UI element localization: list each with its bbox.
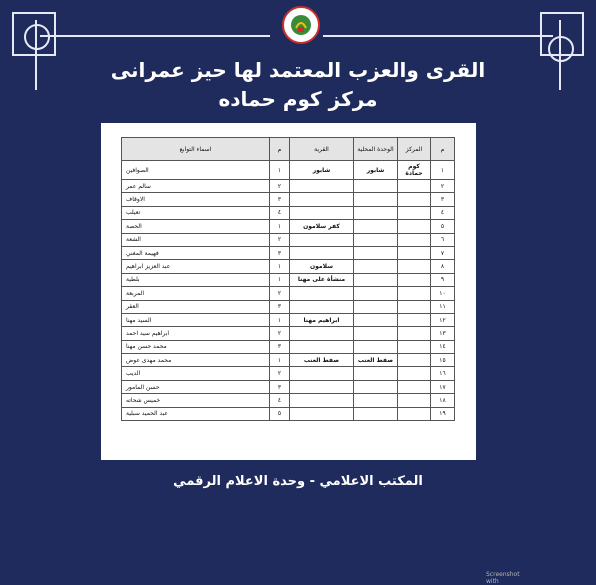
cell-sub-number: ٤ [270, 206, 290, 219]
cell-sub-number: ٣ [270, 193, 290, 206]
cell-markaz [398, 354, 431, 367]
cell-markaz [398, 180, 431, 193]
cell-markaz [398, 407, 431, 420]
cell-local-unit [354, 394, 398, 407]
table-row [122, 161, 455, 180]
cell-number: ١٩ [431, 407, 455, 420]
cell-sub-number: ٤ [270, 394, 290, 407]
cell-village [290, 340, 354, 353]
cell-sub-number: ١ [270, 161, 290, 180]
cell-sub-number: ٢ [270, 367, 290, 380]
cell-village [290, 246, 354, 259]
cell-sub-number: ٢ [270, 327, 290, 340]
cell-markaz [398, 193, 431, 206]
cell-local-unit [354, 273, 398, 286]
page-subtitle: مركز كوم حماده [218, 87, 378, 111]
cell-number: ٥ [431, 220, 455, 233]
table-row [122, 233, 455, 246]
villages-table [121, 137, 455, 421]
cell-markaz: كوم حمادة [398, 161, 431, 180]
cell-markaz [398, 246, 431, 259]
table-row [122, 407, 455, 420]
cell-village: سلامون [290, 260, 354, 273]
cell-number: ١٧ [431, 380, 455, 393]
cell-markaz [398, 220, 431, 233]
cell-sub-number: ١ [270, 354, 290, 367]
cell-village: منشأة على مهنا [290, 273, 354, 286]
cell-markaz [398, 380, 431, 393]
cell-number: ١٣ [431, 327, 455, 340]
cell-hamlet-name: ابراهيم سيد احمد [122, 327, 270, 340]
table-row [122, 340, 455, 353]
cell-hamlet-name: محمد حسن مهنا [122, 340, 270, 353]
cell-number: ٩ [431, 273, 455, 286]
cell-village: صفط العنب [290, 354, 354, 367]
cell-markaz [398, 300, 431, 313]
cell-local-unit [354, 180, 398, 193]
table-row [122, 380, 455, 393]
cell-hamlet-name: السيد مهنا [122, 313, 270, 326]
cell-hamlet-name: الاوقاف [122, 193, 270, 206]
table-row [122, 287, 455, 300]
cell-local-unit [354, 367, 398, 380]
cell-number: ٦ [431, 233, 455, 246]
cell-number: ١٠ [431, 287, 455, 300]
cell-sub-number: ٣ [270, 380, 290, 393]
cell-sub-number: ١ [270, 273, 290, 286]
col-header-hamlet-names: اسماء التوابع [122, 138, 270, 161]
cell-hamlet-name: الصوافين [122, 161, 270, 180]
cell-hamlet-name: حسن المامور [122, 380, 270, 393]
cell-markaz [398, 327, 431, 340]
cell-village: شابور [290, 161, 354, 180]
cell-number: ١٢ [431, 313, 455, 326]
cell-village [290, 394, 354, 407]
cell-village [290, 233, 354, 246]
table-row [122, 394, 455, 407]
cell-markaz [398, 340, 431, 353]
cell-village [290, 180, 354, 193]
cell-sub-number: ٢ [270, 233, 290, 246]
table-row [122, 180, 455, 193]
cell-number: ١٥ [431, 354, 455, 367]
cell-hamlet-name: خميس شحاته [122, 394, 270, 407]
table-row [122, 354, 455, 367]
cell-hamlet-name: تعيلب [122, 206, 270, 219]
cell-number: ٨ [431, 260, 455, 273]
cell-local-unit [354, 300, 398, 313]
cell-sub-number: ١ [270, 220, 290, 233]
cell-hamlet-name: محمد مهدى عوض [122, 354, 270, 367]
cell-number: ١٦ [431, 367, 455, 380]
cell-hamlet-name: الديب [122, 367, 270, 380]
col-header-markaz: المركز [398, 138, 431, 161]
cell-sub-number: ٣ [270, 340, 290, 353]
cell-markaz [398, 394, 431, 407]
table-row [122, 327, 455, 340]
cell-sub-number: ٣ [270, 246, 290, 259]
cell-village [290, 380, 354, 393]
governorate-logo-icon [282, 6, 320, 44]
cell-village [290, 287, 354, 300]
table-row [122, 273, 455, 286]
cell-local-unit [354, 246, 398, 259]
cell-markaz [398, 273, 431, 286]
col-header-local-unit: الوحدة المحلية [354, 138, 398, 161]
table-header-row [122, 138, 455, 161]
decor-circle-left [24, 24, 50, 50]
table-row [122, 193, 455, 206]
table-row [122, 300, 455, 313]
cell-hamlet-name: عبد الحميد سبلية [122, 407, 270, 420]
cell-village [290, 206, 354, 219]
cell-local-unit [354, 193, 398, 206]
cell-number: ٣ [431, 193, 455, 206]
decor-line-right [323, 35, 553, 37]
cell-sub-number: ٢ [270, 180, 290, 193]
cell-village: كفر سلامون [290, 220, 354, 233]
cell-local-unit [354, 220, 398, 233]
cell-sub-number: ٥ [270, 407, 290, 420]
cell-markaz [398, 287, 431, 300]
col-header-number: م [431, 138, 455, 161]
watermark: Screenshot with [486, 571, 520, 585]
cell-number: ١٨ [431, 394, 455, 407]
cell-sub-number: ٢ [270, 287, 290, 300]
cell-local-unit [354, 313, 398, 326]
cell-local-unit [354, 260, 398, 273]
cell-markaz [398, 260, 431, 273]
cell-markaz [398, 367, 431, 380]
cell-village [290, 300, 354, 313]
cell-local-unit [354, 327, 398, 340]
decor-line-left [40, 35, 270, 37]
page-title: القرى والعزب المعتمد لها حيز عمرانى [110, 58, 486, 82]
cell-number: ٤ [431, 206, 455, 219]
table-row [122, 367, 455, 380]
cell-village [290, 327, 354, 340]
cell-local-unit: صفط العنب [354, 354, 398, 367]
footer-credit: المكتب الاعلامي - وحدة الاعلام الرقمي [173, 474, 423, 489]
cell-sub-number: ٣ [270, 300, 290, 313]
cell-village [290, 407, 354, 420]
cell-hamlet-name: عبد العزيز ابراهيم [122, 260, 270, 273]
cell-local-unit [354, 206, 398, 219]
cell-hamlet-name: بلطية [122, 273, 270, 286]
cell-local-unit [354, 233, 398, 246]
cell-hamlet-name: الحصة [122, 220, 270, 233]
cell-number: ٧ [431, 246, 455, 259]
cell-hamlet-name: سالم عمر [122, 180, 270, 193]
cell-number: ١ [431, 161, 455, 180]
cell-village [290, 367, 354, 380]
cell-sub-number: ١ [270, 260, 290, 273]
cell-local-unit [354, 380, 398, 393]
cell-local-unit: شابور [354, 161, 398, 180]
table-row [122, 260, 455, 273]
table-row [122, 206, 455, 219]
table-row [122, 246, 455, 259]
cell-markaz [398, 233, 431, 246]
cell-markaz [398, 206, 431, 219]
cell-number: ٢ [431, 180, 455, 193]
cell-local-unit [354, 287, 398, 300]
table-row [122, 313, 455, 326]
col-header-sub-number: م [270, 138, 290, 161]
cell-village [290, 193, 354, 206]
cell-hamlet-name: العقر [122, 300, 270, 313]
cell-hamlet-name: المربعة [122, 287, 270, 300]
cell-village: ابراهيم مهنا [290, 313, 354, 326]
cell-local-unit [354, 340, 398, 353]
cell-markaz [398, 313, 431, 326]
cell-number: ١٤ [431, 340, 455, 353]
cell-local-unit [354, 407, 398, 420]
cell-number: ١١ [431, 300, 455, 313]
table-row [122, 220, 455, 233]
cell-sub-number: ١ [270, 313, 290, 326]
col-header-village: القرية [290, 138, 354, 161]
cell-hamlet-name: فهيمة المغني [122, 246, 270, 259]
cell-hamlet-name: الشعة [122, 233, 270, 246]
